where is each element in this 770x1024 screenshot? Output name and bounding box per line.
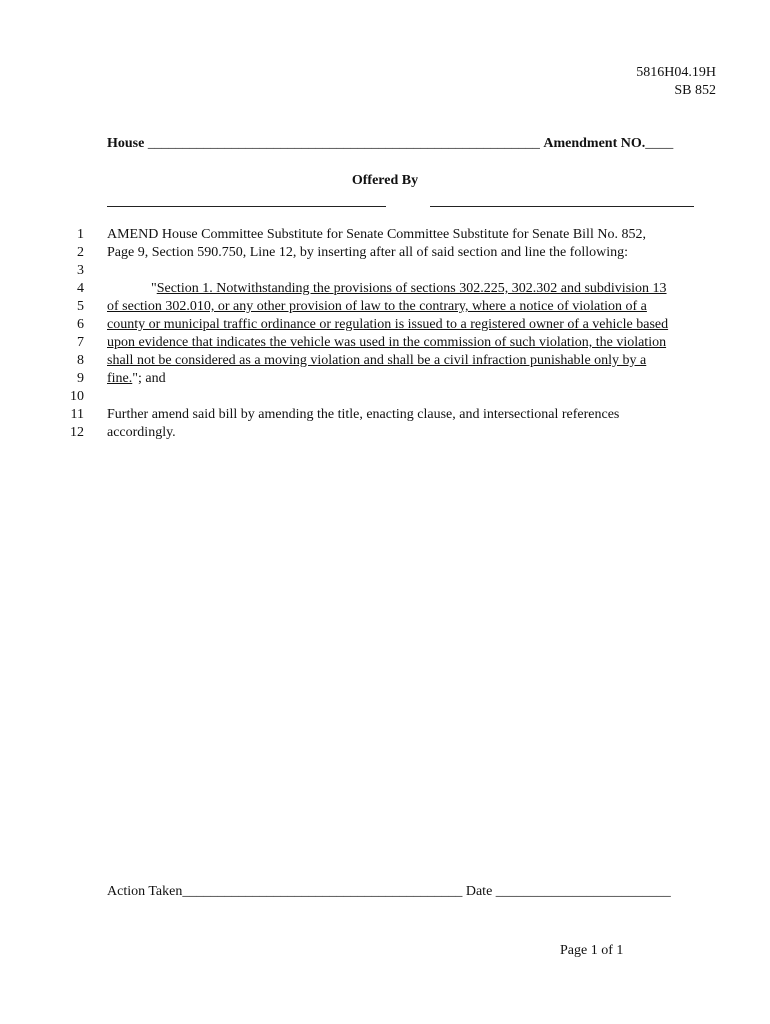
page-number: Page 1 of 1 xyxy=(560,943,624,958)
offered-by-heading: Offered By xyxy=(351,173,419,188)
line-text: Further amend said bill by amending the title, enacting clause, and intersectional references xyxy=(107,407,620,422)
line-number: 11 xyxy=(70,407,84,422)
line-number: 1 xyxy=(77,227,84,242)
date-label: Date xyxy=(465,884,493,899)
line-number: 7 xyxy=(77,335,84,350)
action-taken-label: Action Taken xyxy=(107,884,183,899)
document-id-block xyxy=(636,64,716,100)
line-number: 2 xyxy=(77,245,84,260)
line-number: 12 xyxy=(70,425,84,440)
inserted-text: Section 1. Notwithstanding the provisions of sections 302.225, 302.302 and subdivision 13 xyxy=(156,281,667,296)
amendment-label: Amendment NO. xyxy=(543,136,646,151)
inserted-text: county or municipal traffic ordinance or regulation is issued to a registered owner of a vehicle based xyxy=(107,317,669,332)
document-code: 5816H04.19H xyxy=(636,65,716,80)
line-number: 9 xyxy=(77,371,84,386)
inserted-text: upon evidence that indicates the vehicle was used in the commission of such violation, the violation xyxy=(107,335,667,350)
line-number: 8 xyxy=(77,353,84,368)
line-number: 6 xyxy=(77,317,84,332)
line-number: 4 xyxy=(77,281,84,296)
action-taken-blank: ________________________________________ xyxy=(182,884,463,899)
action-taken-row xyxy=(107,884,671,900)
line-number: 10 xyxy=(70,389,84,404)
close-quote: "; and xyxy=(132,371,166,386)
line-text: AMEND House Committee Substitute for Senate Committee Substitute for Senate Bill No. 852, xyxy=(107,227,646,242)
inserted-text: of section 302.010, or any other provision of law to the contrary, where a notice of violation of a xyxy=(107,299,647,314)
house-blank: ________________________________________________________ xyxy=(147,136,540,151)
line-text: accordingly. xyxy=(107,425,176,440)
inserted-text: fine. xyxy=(107,371,133,386)
amendment-blank: ____ xyxy=(645,136,674,151)
line-number: 3 xyxy=(77,263,84,278)
bill-number: SB 852 xyxy=(674,83,716,98)
line-number: 5 xyxy=(77,299,84,314)
open-quote: " xyxy=(151,281,157,296)
inserted-text: shall not be considered as a moving violation and shall be a civil infraction punishable only by a xyxy=(107,353,647,368)
line-text xyxy=(151,281,667,297)
date-blank: _________________________ xyxy=(495,884,671,899)
house-label: House xyxy=(107,136,145,151)
line-text: Page 9, Section 590.750, Line 12, by inserting after all of said section and line the following: xyxy=(107,245,629,260)
offered-by-blank-left xyxy=(107,198,386,207)
house-amendment-row xyxy=(107,136,711,152)
offered-by-blank-right xyxy=(430,198,694,207)
line-text xyxy=(107,371,166,387)
